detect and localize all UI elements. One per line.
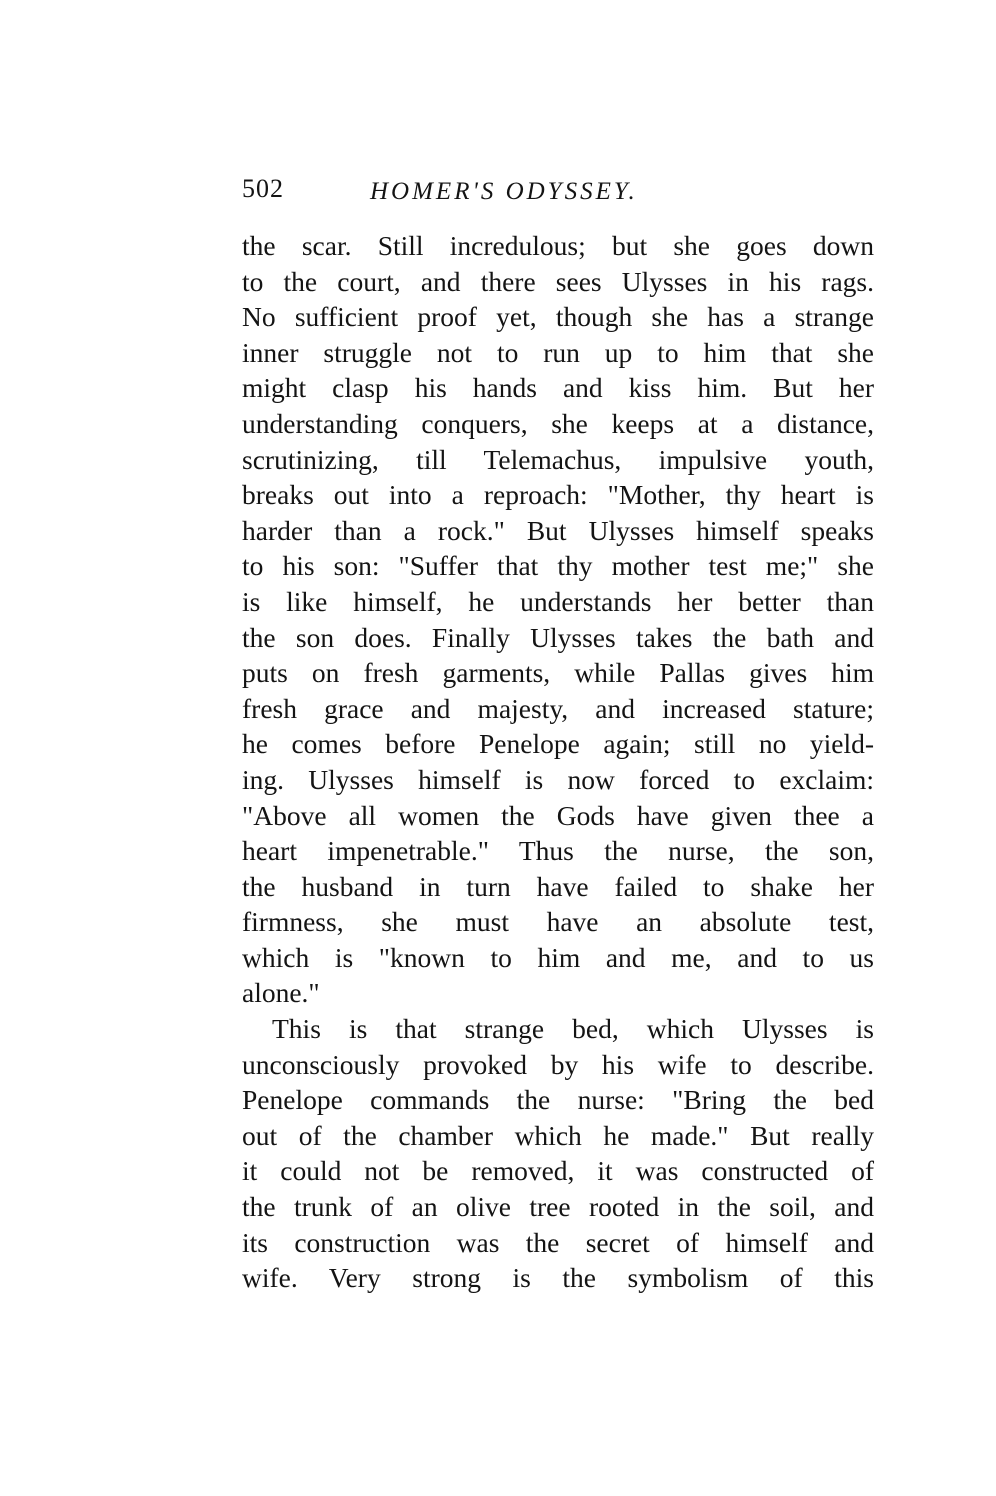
text-line: to his son: "Suffer that thy mother test me;" she [242, 550, 874, 582]
text-line: inner struggle not to run up to him that she [242, 336, 874, 368]
text-line: scrutinizing, till Telemachus, impulsive youth, [242, 443, 874, 475]
page-number: 502 [242, 174, 284, 203]
text-line: No sufficient proof yet, though she has a strange [242, 301, 874, 333]
text-line: the son does. Finally Ulysses takes the bath and [242, 621, 874, 653]
text-line: the trunk of an olive tree rooted in the soil, and [242, 1191, 874, 1223]
text-line: ing. Ulysses himself is now forced to exclaim: [242, 763, 874, 795]
text-line: the husband in turn have failed to shake her [242, 870, 874, 902]
text-line: which is "known to him and me, and to us [242, 941, 874, 973]
text-line: the scar. Still incredulous; but she goes down [242, 230, 874, 261]
paragraph-start-line: This is that strange bed, which Ulysses is [272, 1013, 874, 1045]
text-line: wife. Very strong is the symbolism of this [242, 1262, 874, 1294]
text-line: it could not be removed, it was constructed of [242, 1155, 874, 1187]
text-line: firmness, she must have an absolute test, [242, 906, 874, 938]
text-line: he comes before Penelope again; still no yield- [242, 728, 874, 760]
text-line: alone." [242, 977, 320, 1009]
text-line: puts on fresh garments, while Pallas gives him [242, 657, 874, 689]
text-line: heart impenetrable." Thus the nurse, the son, [242, 835, 874, 867]
text-line: understanding conquers, she keeps at a distance, [242, 407, 874, 439]
body-text [242, 228, 874, 1296]
text-line: is like himself, he understands her better than [242, 585, 874, 617]
text-line: "Above all women the Gods have given thee a [242, 799, 874, 831]
text-line: harder than a rock." But Ulysses himself speaks [242, 514, 874, 546]
running-title: HOMER'S ODYSSEY. [370, 178, 638, 205]
text-line: Penelope commands the nurse: "Bring the bed [242, 1084, 874, 1116]
text-line: out of the chamber which he made." But really [242, 1119, 874, 1151]
text-line: to the court, and there sees Ulysses in his rags. [242, 265, 874, 297]
text-line: its construction was the secret of himself and [242, 1226, 874, 1258]
text-line: breaks out into a reproach: "Mother, thy heart is [242, 479, 874, 511]
text-line: unconsciously provoked by his wife to describe. [242, 1048, 874, 1080]
text-line: fresh grace and majesty, and increased stature; [242, 692, 874, 724]
text-line: might clasp his hands and kiss him. But her [242, 372, 874, 404]
